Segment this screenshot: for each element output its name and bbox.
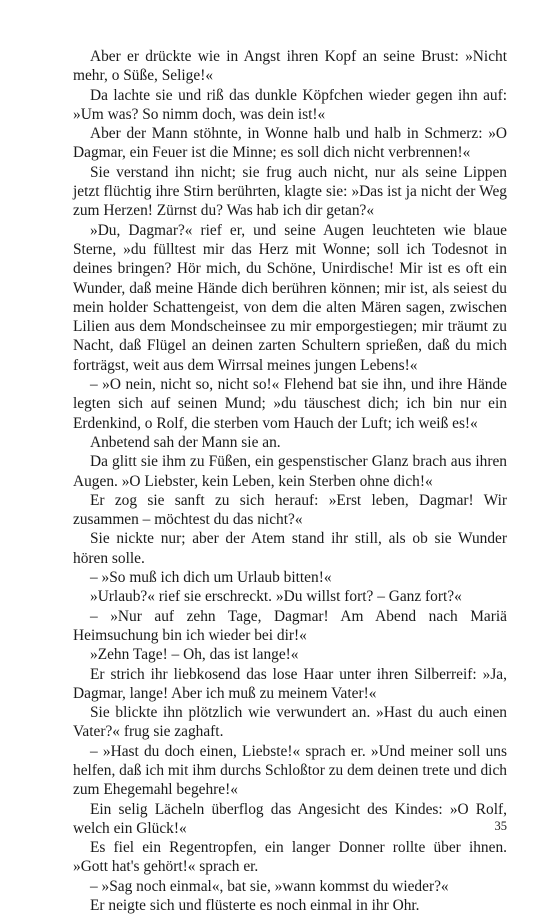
paragraph: Sie nickte nur; aber der Atem stand ihr still, als ob sie Wunder hören solle.	[73, 530, 507, 567]
paragraph: – »So muß ich dich um Urlaub bitten!«	[90, 569, 332, 587]
paragraph: Sie verstand ihn nicht; sie frug auch nicht, nur als seine Lippen jetzt flüchtig ihre Stirn berührten, klagte sie: »Das ist ja nicht der Weg zum Herzen! Zürnst du? Was hab ich dir getan?«	[73, 163, 507, 220]
paragraph: Da glitt sie ihm zu Füßen, ein gespenstischer Glanz brach aus ihren Augen. »O Liebster, kein Leben, kein Sterben ohne dich!«	[73, 453, 507, 490]
paragraph: Aber der Mann stöhnte, in Wonne halb und halb in Schmerz: »O Dagmar, ein Feuer ist die Minne; es soll dich nicht verbrennen!«	[73, 125, 507, 162]
paragraph: – »Hast du doch einen, Liebste!« sprach er. »Und meiner soll uns helfen, daß ich mit ihm durchs Schloßtor zu dem deinen trete und dich zum Ehegemahl begehre!«	[73, 742, 507, 799]
paragraph: Sie blickte ihn plötzlich wie verwundert an. »Hast du auch einen Vater?« frug sie zaghaft.	[73, 704, 507, 741]
page-number: 35	[494, 819, 507, 833]
paragraph: Er strich ihr liebkosend das lose Haar unter ihren Silberreif: »Ja, Dagmar, lange! Aber ich muß zu meinem Vater!«	[73, 665, 507, 702]
paragraph: – »Nur auf zehn Tage, Dagmar! Am Abend nach Mariä Heimsuchung bin ich wieder bei dir!«	[73, 607, 507, 644]
paragraph: Anbetend sah der Mann sie an.	[90, 433, 281, 451]
paragraph: Da lachte sie und riß das dunkle Köpfchen wieder gegen ihn auf: »Um was? So nimm doch, was dein ist!«	[73, 86, 507, 123]
paragraph: »Zehn Tage! – Oh, das ist lange!«	[90, 646, 299, 664]
paragraph: »Du, Dagmar?« rief er, und seine Augen leuchteten wie blaue Sterne, »du fülltest mir das Herz mit Wonne; soll ich Todesnot in deines bringen? Hör mich, du Schöne, Unirdische! Mir ist es oft ein Wunder, daß meine Hände dich berühren können; mir ist, als seiest du mein holder Schattengeist, von dem die alten Mären sagen, zwischen Lilien aus dem Mondscheinsee zu mir emporgestiegen; mir träumt zu Nacht, daß Flügel an deinen zarten Schultern sprießen, daß du mich forträgst, weit aus dem Wirrsal meines jungen Lebens!«	[73, 221, 507, 374]
paragraph: – »Sag noch einmal«, bat sie, »wann kommst du wieder?«	[90, 877, 449, 895]
paragraph: – »O nein, nicht so, nicht so!« Flehend bat sie ihn, und ihre Hände legten sich auf seinen Mund; »du täuschest dich; ich bin nur ein Erdenkind, o Rolf, die sterben vom Hauch der Luft; ich weiß es!«	[73, 376, 507, 432]
paragraph: Aber er drückte wie in Angst ihren Kopf an seine Brust: »Nicht mehr, o Süße, Selige!«	[73, 48, 507, 85]
paragraph: Es fiel ein Regentropfen, ein langer Donner rollte über ihnen. »Gott hat's gehört!« sprach er.	[73, 839, 507, 876]
page-body-text	[73, 47, 507, 915]
paragraph: Ein selig Lächeln überflog das Angesicht des Kindes: »O Rolf, welch ein Glück!«	[73, 800, 507, 837]
paragraph: »Urlaub?« rief sie erschreckt. »Du willst fort? – Ganz fort?«	[90, 588, 462, 606]
paragraph: Er neigte sich und flüsterte es noch einmal in ihr Ohr.	[90, 897, 420, 915]
paragraph: Er zog sie sanft zu sich herauf: »Erst leben, Dagmar! Wir zusammen – möchtest du das nicht?«	[73, 491, 507, 529]
